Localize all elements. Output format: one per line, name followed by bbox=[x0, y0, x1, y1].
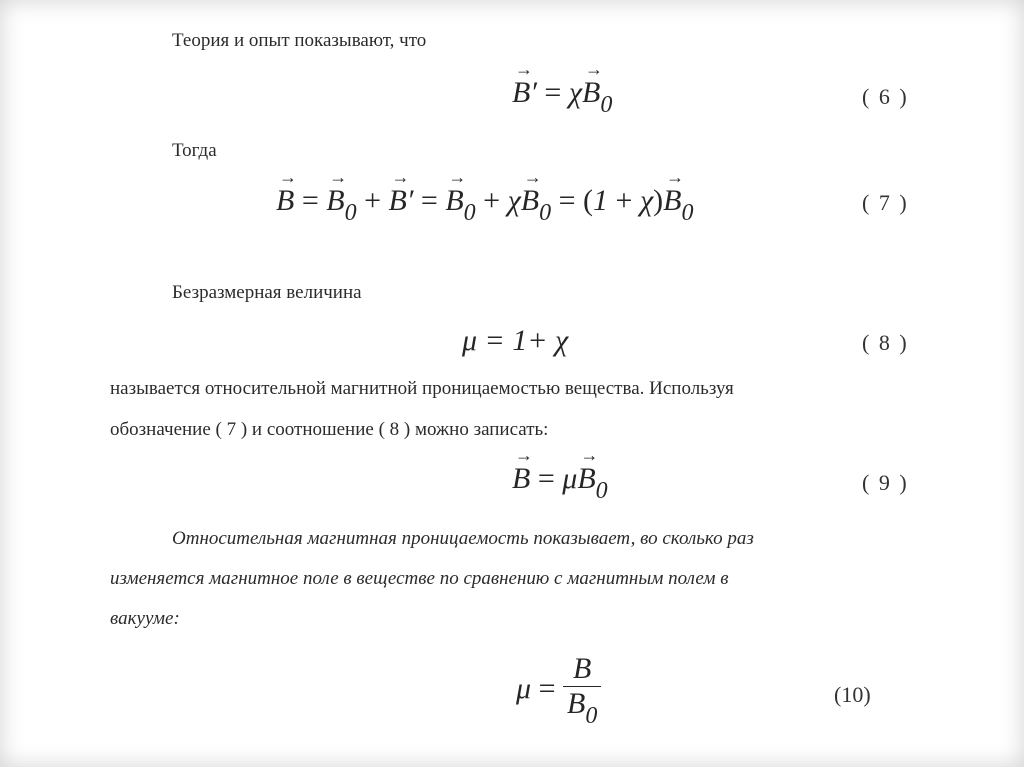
equation-number-7: ( 7 ) bbox=[862, 190, 909, 215]
paragraph-relative-line1: Относительная магнитная проницаемость показывает, во сколько раз bbox=[172, 528, 754, 549]
paragraph-called-line1: называется относительной магнитной проницаемостью вещества. Используя bbox=[110, 378, 734, 399]
equation-8: μ = 1+ χ bbox=[462, 324, 569, 357]
paragraph-relative-line3: вакууме: bbox=[110, 608, 180, 629]
equation-number-10: (10) bbox=[834, 682, 871, 707]
equation-6: → $B' = \chi\to B_0$ bbox=[512, 76, 612, 119]
paragraph-called-line2: обозначение ( 7 ) и соотношение ( 8 ) можно записать: bbox=[110, 419, 549, 440]
equation-number-9: ( 9 ) bbox=[862, 470, 909, 495]
paragraph-then: Тогда bbox=[172, 140, 217, 161]
equation-10: μ = $\frac{B}{B_0}$ bbox=[516, 652, 601, 730]
equation-number-6: ( 6 ) bbox=[862, 84, 909, 109]
paragraph-relative-line2: изменяется магнитное поле в веществе по сравнению с магнитным полем в bbox=[110, 568, 729, 589]
fraction: $\frac{B}{B_0}$ bbox=[563, 652, 601, 730]
equation-9: → $B = \mu\to B_0$ bbox=[512, 462, 608, 505]
paragraph-dimensionless: Безразмерная величина bbox=[172, 282, 362, 303]
paragraph-theory: Теория и опыт показывают, что bbox=[172, 30, 427, 51]
equation-number-8: ( 8 ) bbox=[862, 330, 909, 355]
equation-7: → B = → $B_0$ + → B′ = → $B_0 + \chi\to B_0 = (1 + \chi)\to B_0$ bbox=[276, 184, 693, 227]
